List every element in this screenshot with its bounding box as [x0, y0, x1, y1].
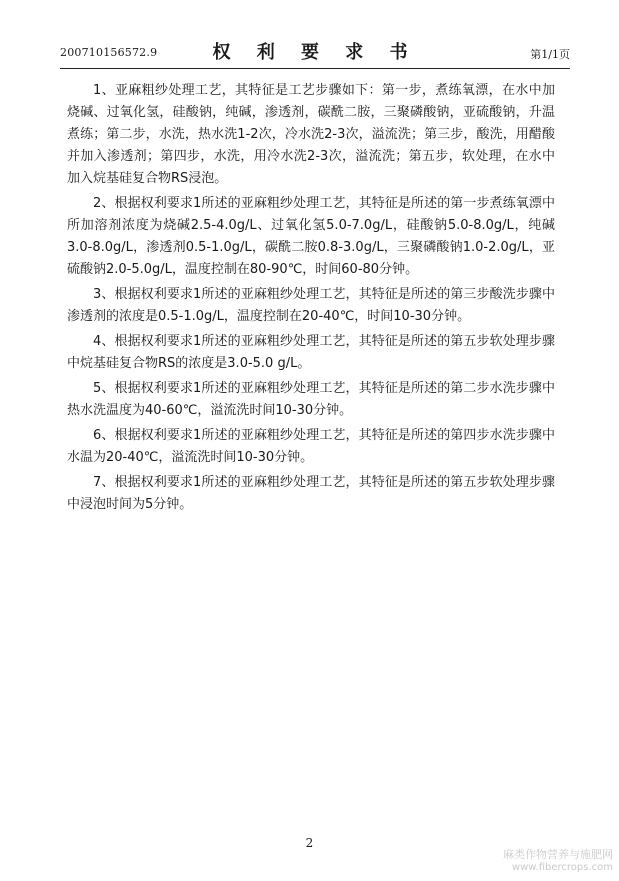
claims-body — [67, 80, 555, 519]
claim-5: 5、根据权利要求1所述的亚麻粗纱处理工艺，其特征是所述的第二步水洗步骤中热水洗温度为40-60℃，溢流洗时间10-30分钟。 — [67, 381, 555, 418]
header-divider — [60, 68, 570, 69]
claim-3: 3、根据权利要求1所述的亚麻粗纱处理工艺，其特征是所述的第三步酸洗步骤中渗透剂的浓度是0.5-1.0g/L，温度控制在20-40℃，时间10-30分钟。 — [67, 287, 555, 324]
application-number: 200710156572.9 — [60, 46, 158, 59]
claim-4: 4、根据权利要求1所述的亚麻粗纱处理工艺，其特征是所述的第五步软处理步骤中烷基硅复合物RS的浓度是3.0-5.0 g/L。 — [67, 334, 555, 371]
watermark-url: www.fibercrops.com — [511, 862, 613, 873]
claim-1: 1、亚麻粗纱处理工艺，其特征是工艺步骤如下：第一步，煮练氧漂，在水中加烧碱、过氧化氢，硅酸钠，纯碱，渗透剂，碳酰二胺，三聚磷酸钠，亚硫酸钠，升温煮练；第二步，水洗，热水洗1-2次，冷水洗2-3次，溢流洗；第三步，酸洗，用醋酸并加入渗透剂；第四步，水洗，用冷水洗2-3次，溢流洗；第五步，软处理，在水中加入烷基硅复合物RS浸泡。 — [67, 83, 555, 186]
watermark — [463, 848, 613, 874]
page-indicator: 第1/1页 — [530, 48, 570, 61]
page-number: 2 — [305, 836, 314, 850]
claim-7: 7、根据权利要求1所述的亚麻粗纱处理工艺，其特征是所述的第五步软处理步骤中浸泡时间为5分钟。 — [67, 475, 555, 512]
page-header — [60, 38, 570, 66]
document-title: 权 利 要 求 书 — [212, 42, 418, 63]
claim-6: 6、根据权利要求1所述的亚麻粗纱处理工艺，其特征是所述的第四步水洗步骤中水温为20-40℃，溢流洗时间10-30分钟。 — [67, 428, 555, 465]
claim-2: 2、根据权利要求1所述的亚麻粗纱处理工艺，其特征是所述的第一步煮练氧漂中所加溶剂浓度为烧碱2.5-4.0g/L、过氧化氢5.0-7.0g/L，硅酸钠5.0-8.0g/L，纯碱3.0-8.0g/L，渗透剂0.5-1.0g/L，碳酰二胺0.8-3.0g/L，三聚磷酸钠1.0-2.0g/L，亚硫酸钠2.0-5.0g/L，温度控制在80-90℃，时间60-80分钟。 — [67, 196, 555, 277]
watermark-site-name: 麻类作物营养与施肥网 — [503, 848, 613, 861]
